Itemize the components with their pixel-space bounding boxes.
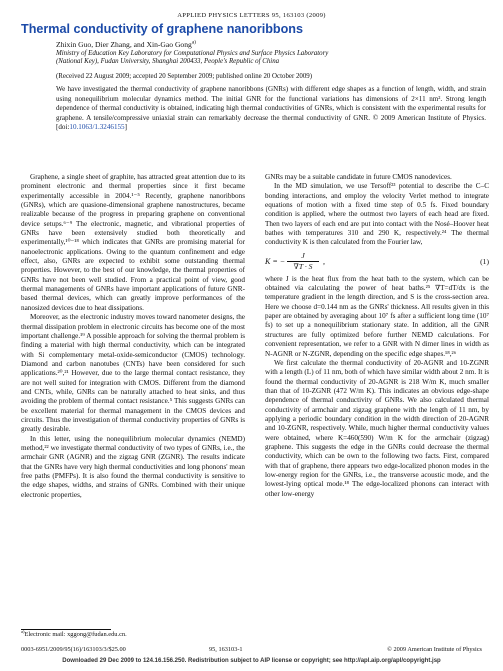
footnote-text: Electronic mail: xggong@fudan.edu.cn. [24,631,127,638]
author-footnote-mark[interactable]: a) [191,39,196,46]
abstract [56,85,486,133]
equation-denominator: ∇T · S [293,262,313,272]
download-notice: Downloaded 29 Dec 2009 to 124.16.156.250. Redistribution subject to AIP license or copyright; see http://apl.aip.org/apl/copyright.jsp [62,658,441,664]
body-paragraph: In this letter, using the nonequilibrium molecular dynamics (NEMD) method,²² we investigate thermal conductivity of two types of GNRs, i.e., the armchair GNR (AGNR) and the zigzag GNR (ZGNR). The results indicate that the GNRs have very high thermal conductivities and long phonons' mean free paths (PMFPs). It is also found the thermal conductivity is sensitive to the edge shapes, widths, and strains of GNRs. Combined with their unique electronic properties, [21,434,245,499]
paper-title: Thermal conductivity of graphene nanoribbons [21,22,303,36]
copyright: © 2009 American Institute of Physics [387,646,482,653]
issn-price: 0003-6951/2009/95(16)/163103/3/$25.00 [21,646,126,653]
body-paragraph: In the MD simulation, we use Tersoff²³ potential to describe the C–C bonding interactions, and employ the velocity Verlet method to integrate equations of motion with a fixed time step of 0.5 fs. Fixed boundary condition is applied, where the outmost two layers of each head are fixed. Then two layers of each end are put into contact with the Nosé–Hoover heat bathes with temperatures 310 and 290 K, respectively.²⁴ The thermal conductivity K is then calculated from the Fourier law, [265,182,489,247]
footnote-mark: a) [21,628,25,634]
footnote-divider [21,629,111,630]
equation-lhs: K = − [265,256,286,266]
abstract-text: We have investigated the thermal conductivity of graphene nanoribbons (GNRs) with different edge shapes as a function of length, width, and strain using nonequilibrium molecular dynamics method. The initial GNR for the functional variations has dimensions of 2×11 nm². Strong length dependence of thermal conductivity is obtained, indicating high thermal conductivities of GNRs, which is consistent with the experimental results for graphene. A tensile/compressive uniaxial strain can remarkably decrease the thermal conductivity of GNR. © 2009 American Institute of Physics. [56,85,486,122]
affiliation-line-2: (National Key), Fudan University, Shanghai 200433, People's Republic of China [56,58,280,66]
body-paragraph: Graphene, a single sheet of graphite, has attracted great attention due to its prominent electronic and thermal properties since it first became experimentally accessible in 2004.¹⁻⁵ Recently, graphene nanoribbons (GNRs), which are quasione-dimensional graphene nanostructures, became realizable because of the progress in preparing graphene on conventional device setups.⁶⁻⁹ The electronic, magnetic, and vibrational properties of GNRs have been extensively studied both theoretically and experimentally,¹⁰⁻¹⁸ which indicates that GNRs are promising material for nanoelectronic applications. Owing to the quantum confinement and edge effect, also, GNRs are expected to exhibit some outstanding thermal properties. However, to the best of our knowledge, the thermal properties of GNRs have not been well studied. From a practical point of view, good thermal managements of GNRs have important applications of future GNR-based thermal devices, which can greatly improve performances of the nanosized devices due to heat dissipations. [21,173,245,312]
body-paragraph: We first calculate the thermal conductivity of 20-AGNR and 10-ZGNR with a length (L) of 11 nm, both of which have similar width about 2 nm. It is found the thermal conductivity of 20-AGNR is 218 W/m K, much smaller than that of 10-ZGNR (472 W/m K). This indicates an obvious edge-shape dependence of thermal conductivity of GNRs. We also calculated thermal conductivity of armchair and zigzag graphene with the length of 11 nm, by applying a periodic boundary condition in the width direction of 20-AGNR and 10-ZGNR, respectively. While, much higher thermal conductivity values were obtained, where K=460(590) W/m K for the armchair (zigzag) graphene. This suggests the edge in the GNRs could decrease the thermal conductivity, which can be own to the following two facts. First, compared with that of graphene, there appears two edge-localized phonon modes in the low-energy region for the GNRs, i.e., the transverse acoustic mode, and the lowest-lying optical mode.¹⁸ The edge-localized phonons can interact with other low-energy [265,358,489,498]
footnote [21,628,127,638]
body-paragraph: where J is the heat flux from the heat bath to the system, which can be obtained via calculating the power of heat baths.²⁵ ∇T=dT/dx is the temperature gradient in the length direction, and S is the cross-section area. Here we choose d=0.144 nm as the GNRs' thickness. All results given in this paper are obtained by averaging about 10⁷ fs after a sufficient long time (10⁷ fs) to set up a nonequilibrium stationary state. In addition, all the GNR structures are fully optimized before further NEMD calculations. For convenient representation, we refer to a GNR with N dimer lines in width as N-AGNR or N-ZGNR, depending on the specific edge shapes.¹⁸,²⁶ [265,274,489,358]
author-list [56,40,456,49]
received-dates: (Received 22 August 2009; accepted 20 September 2009; published online 20 October 2009) [56,73,313,80]
right-column [265,173,489,499]
left-column [21,173,245,500]
equation-fraction [287,251,319,272]
page-id: 95, 163103-1 [209,646,243,653]
doi-link[interactable]: 10.1063/1.3246155 [69,123,125,131]
author-names: Zhixin Guo, Dier Zhang, and Xin-Gao Gong [56,40,192,49]
equation-trailing-comma: , [323,256,325,266]
affiliation-line-1: Ministry of Education Key Laboratory for Computational Physics and Surface Physics Laboratory [56,50,329,57]
journal-header: APPLIED PHYSICS LETTERS 95, 163103 (2009) [177,12,326,19]
affiliation [56,50,466,67]
doi-prefix: [doi: [56,123,70,131]
body-paragraph: Moreover, as the electronic industry moves toward nanometer designs, the thermal dissipation problem in electronic circuits has become one of the most important challenge.¹⁹ A possible approach for solving the thermal problem is finding a material with high thermal conductivity, which can be integrated with Si complementary metal-oxide-semiconductor (CMOS) technology. Diamond and carbon nanotubes (CNTs) have been considered for such applications.²⁰,²¹ However, due to the large thermal contact resistance, they are not well suited for integration with CMOS. Different from the diamond and CNTs, while, GNRs can be naturally attached to heat sinks, and thus avoiding the problem of thermal contact resistance.⁵ This suggests GNRs can be excellent material for thermal management in the CMOS devices and circuits. Thus the investigation of thermal conductivity properties of GNRs is greatly desirable. [21,313,245,434]
equation-fourier-law [265,251,489,273]
doi-suffix: ] [124,123,127,131]
body-paragraph: GNRs may be a suitable candidate in future CMOS nanodevices. [265,173,452,181]
equation-number: (1) [480,256,489,266]
equation-numerator: J [287,251,319,262]
